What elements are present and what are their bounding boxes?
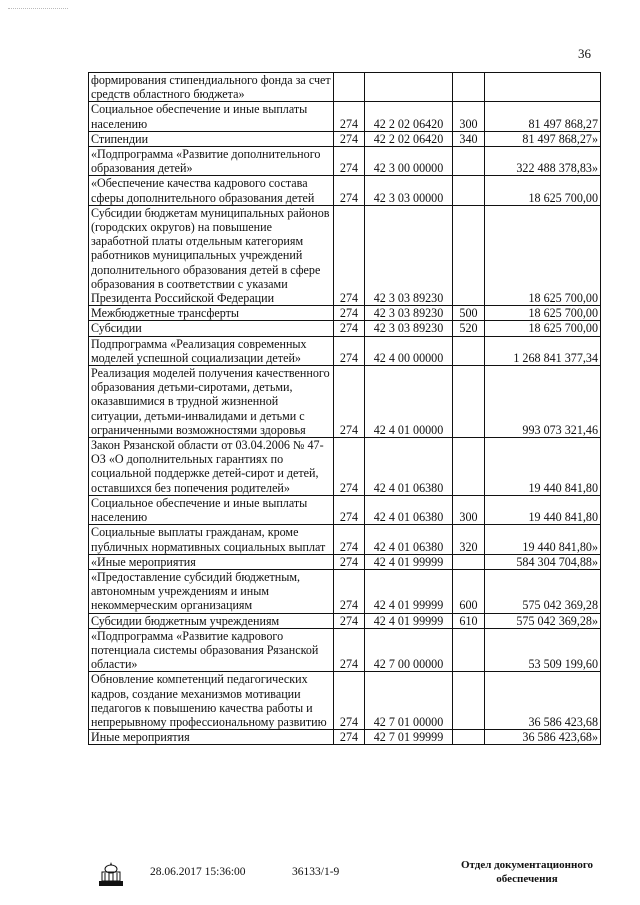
cell-name: «Иные мероприятия xyxy=(89,554,334,569)
budget-table xyxy=(88,72,601,745)
cell-code: 274 xyxy=(334,525,365,554)
table-row xyxy=(89,102,601,131)
cell-amount: 1 268 841 377,34 xyxy=(485,336,601,365)
cell-expense-type: 300 xyxy=(453,495,485,524)
cell-name: Иные мероприятия xyxy=(89,730,334,745)
cell-target-article: 42 2 02 06420 xyxy=(365,102,453,131)
cell-name: Субсидии бюджетным учреждениям xyxy=(89,613,334,628)
cell-amount: 993 073 321,46 xyxy=(485,366,601,438)
cell-code: 274 xyxy=(334,569,365,613)
cell-expense-type: 600 xyxy=(453,569,485,613)
table-row xyxy=(89,554,601,569)
cell-expense-type xyxy=(453,205,485,305)
cell-expense-type: 520 xyxy=(453,321,485,336)
cell-amount: 81 497 868,27» xyxy=(485,131,601,146)
budget-table-body xyxy=(89,73,601,745)
cell-amount: 19 440 841,80 xyxy=(485,495,601,524)
cell-amount: 19 440 841,80 xyxy=(485,438,601,496)
cell-target-article: 42 4 01 99999 xyxy=(365,554,453,569)
cell-expense-type: 320 xyxy=(453,525,485,554)
cell-code: 274 xyxy=(334,730,365,745)
table-row xyxy=(89,495,601,524)
cell-name: Субсидии бюджетам муниципальных районов (городских округов) на повышение заработной платы отдельным категориям работников муниципальных учреждений дополнительного образования детей в сфере образования в соответствии с указами Президента Российской Федерации xyxy=(89,205,334,305)
cell-name: Стипендии xyxy=(89,131,334,146)
table-row xyxy=(89,438,601,496)
cell-amount xyxy=(485,73,601,102)
cell-target-article: 42 7 01 00000 xyxy=(365,672,453,730)
table-row xyxy=(89,147,601,176)
table-row xyxy=(89,306,601,321)
cell-expense-type xyxy=(453,147,485,176)
cell-target-article: 42 3 03 89230 xyxy=(365,205,453,305)
cell-code: 274 xyxy=(334,366,365,438)
footer-doc-number: 36133/1-9 xyxy=(292,866,340,878)
cell-code: 274 xyxy=(334,672,365,730)
cell-target-article: 42 3 03 89230 xyxy=(365,321,453,336)
table-row xyxy=(89,73,601,102)
cell-amount: 36 586 423,68 xyxy=(485,672,601,730)
footer-department-line2: обеспечения xyxy=(496,873,558,885)
cell-name: Закон Рязанской области от 03.04.2006 № 47-ОЗ «О дополнительных гарантиях по социальной поддержке детей-сирот и детей, оставшихся без попечения родителей» xyxy=(89,438,334,496)
table-row xyxy=(89,569,601,613)
cell-name: Субсидии xyxy=(89,321,334,336)
cell-name: «Подпрограмма «Развитие дополнительного образования детей» xyxy=(89,147,334,176)
cell-code: 274 xyxy=(334,554,365,569)
cell-amount: 322 488 378,83» xyxy=(485,147,601,176)
cell-amount: 53 509 199,60 xyxy=(485,628,601,672)
cell-target-article: 42 4 00 00000 xyxy=(365,336,453,365)
cell-code: 274 xyxy=(334,147,365,176)
cell-code: 274 xyxy=(334,176,365,205)
cell-target-article: 42 4 01 99999 xyxy=(365,569,453,613)
table-row xyxy=(89,366,601,438)
cell-expense-type xyxy=(453,73,485,102)
cell-code: 274 xyxy=(334,321,365,336)
cell-amount: 81 497 868,27 xyxy=(485,102,601,131)
table-row xyxy=(89,628,601,672)
cell-code: 274 xyxy=(334,495,365,524)
cell-expense-type xyxy=(453,366,485,438)
cell-amount: 18 625 700,00 xyxy=(485,306,601,321)
cell-amount: 18 625 700,00 xyxy=(485,176,601,205)
cell-name: формирования стипендиального фонда за счет средств областного бюджета» xyxy=(89,73,334,102)
table-row xyxy=(89,176,601,205)
cell-expense-type xyxy=(453,554,485,569)
footer-department-line1: Отдел документационного xyxy=(460,859,594,871)
cell-expense-type xyxy=(453,730,485,745)
table-row xyxy=(89,336,601,365)
cell-amount: 575 042 369,28» xyxy=(485,613,601,628)
cell-code: 274 xyxy=(334,102,365,131)
cell-name: Подпрограмма «Реализация современных моделей успешной социализации детей» xyxy=(89,336,334,365)
cell-target-article xyxy=(365,73,453,102)
cell-amount: 18 625 700,00 xyxy=(485,321,601,336)
cell-name: Социальные выплаты гражданам, кроме публичных нормативных социальных выплат xyxy=(89,525,334,554)
cell-expense-type: 610 xyxy=(453,613,485,628)
cell-amount: 36 586 423,68» xyxy=(485,730,601,745)
cell-code: 274 xyxy=(334,306,365,321)
cell-name: «Подпрограмма «Развитие кадрового потенциала системы образования Рязанской области» xyxy=(89,628,334,672)
cell-expense-type xyxy=(453,176,485,205)
cell-target-article: 42 4 01 99999 xyxy=(365,613,453,628)
cell-target-article: 42 3 03 89230 xyxy=(365,306,453,321)
cell-name: «Предоставление субсидий бюджетным, автономным учреждениям и иным некоммерческим организациям xyxy=(89,569,334,613)
cell-expense-type xyxy=(453,672,485,730)
table-row xyxy=(89,730,601,745)
cell-amount: 18 625 700,00 xyxy=(485,205,601,305)
table-row xyxy=(89,613,601,628)
page-number: 36 xyxy=(578,46,591,61)
cell-expense-type xyxy=(453,438,485,496)
cell-target-article: 42 2 02 06420 xyxy=(365,131,453,146)
table-row xyxy=(89,525,601,554)
table-row xyxy=(89,321,601,336)
cell-code: 274 xyxy=(334,613,365,628)
cell-target-article: 42 4 01 06380 xyxy=(365,495,453,524)
footer-department xyxy=(452,858,602,886)
cell-code: 274 xyxy=(334,438,365,496)
cell-code: 274 xyxy=(334,628,365,672)
cell-target-article: 42 3 00 00000 xyxy=(365,147,453,176)
cell-expense-type: 500 xyxy=(453,306,485,321)
cell-code: 274 xyxy=(334,336,365,365)
cell-name: Реализация моделей получения качественного образования детьми-сиротами, детьми, оказавшимися в трудной жизненной ситуации, детьми-инвалидами и детьми с ограниченными возможностями здоровья xyxy=(89,366,334,438)
cell-expense-type xyxy=(453,628,485,672)
scan-artifact xyxy=(8,8,68,13)
cell-target-article: 42 3 03 00000 xyxy=(365,176,453,205)
cell-name: Социальное обеспечение и иные выплаты населению xyxy=(89,495,334,524)
cell-target-article: 42 4 01 06380 xyxy=(365,438,453,496)
cell-name: «Обеспечение качества кадрового состава сферы дополнительного образования детей xyxy=(89,176,334,205)
cell-code: 274 xyxy=(334,205,365,305)
cell-name: Межбюджетные трансферты xyxy=(89,306,334,321)
table-row xyxy=(89,672,601,730)
cell-expense-type: 340 xyxy=(453,131,485,146)
cell-name: Социальное обеспечение и иные выплаты населению xyxy=(89,102,334,131)
table-row xyxy=(89,205,601,305)
table-row xyxy=(89,131,601,146)
cell-amount: 575 042 369,28 xyxy=(485,569,601,613)
duma-emblem-icon xyxy=(96,860,126,888)
cell-expense-type xyxy=(453,336,485,365)
cell-target-article: 42 7 01 99999 xyxy=(365,730,453,745)
cell-code xyxy=(334,73,365,102)
cell-amount: 584 304 704,88» xyxy=(485,554,601,569)
cell-name: Обновление компетенций педагогических кадров, создание механизмов мотивации педагогов к повышению качества работы и непрерывному профессиональному развитию xyxy=(89,672,334,730)
cell-expense-type: 300 xyxy=(453,102,485,131)
cell-target-article: 42 7 00 00000 xyxy=(365,628,453,672)
footer-datetime: 28.06.2017 15:36:00 xyxy=(150,866,246,878)
cell-target-article: 42 4 01 06380 xyxy=(365,525,453,554)
cell-target-article: 42 4 01 00000 xyxy=(365,366,453,438)
cell-amount: 19 440 841,80» xyxy=(485,525,601,554)
cell-code: 274 xyxy=(334,131,365,146)
